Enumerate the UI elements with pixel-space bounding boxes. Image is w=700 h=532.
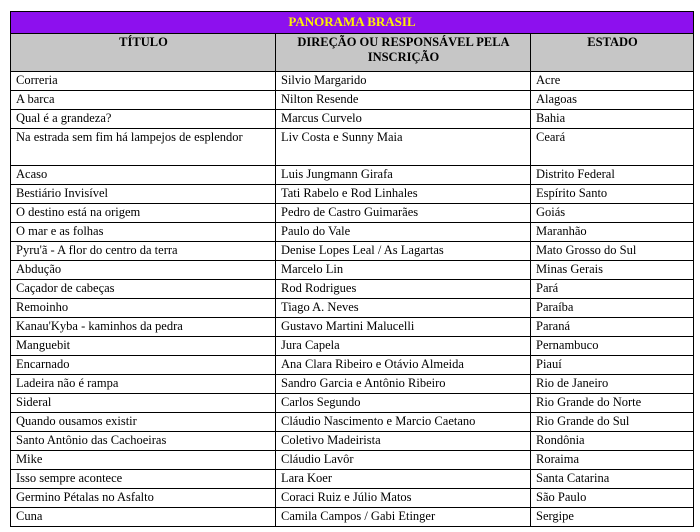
cell-estado: Sergipe [531,508,694,527]
cell-titulo: Abdução [11,261,276,280]
cell-direcao: Liv Costa e Sunny Maia [276,129,531,166]
cell-direcao: Gustavo Martini Malucelli [276,318,531,337]
cell-estado: Rio Grande do Sul [531,413,694,432]
table-row [11,489,694,508]
cell-titulo: Bestiário Invisível [11,185,276,204]
column-header-titulo: TÍTULO [11,34,276,72]
cell-direcao: Pedro de Castro Guimarães [276,204,531,223]
cell-estado: Rio Grande do Norte [531,394,694,413]
cell-titulo: Sideral [11,394,276,413]
cell-titulo: Remoinho [11,299,276,318]
table-row [11,261,694,280]
table-row [11,242,694,261]
cell-direcao: Tiago A. Neves [276,299,531,318]
table-row [11,413,694,432]
cell-estado: Maranhão [531,223,694,242]
cell-estado: Paraíba [531,299,694,318]
cell-direcao: Cláudio Lavôr [276,451,531,470]
cell-estado: Distrito Federal [531,166,694,185]
table-row [11,129,694,166]
table-row [11,280,694,299]
cell-direcao: Camila Campos / Gabi Etinger [276,508,531,527]
cell-titulo: A barca [11,91,276,110]
cell-titulo: Encarnado [11,356,276,375]
table-row [11,375,694,394]
cell-estado: Acre [531,72,694,91]
cell-direcao: Marcelo Lin [276,261,531,280]
cell-direcao: Sandro Garcia e Antônio Ribeiro [276,375,531,394]
cell-direcao: Paulo do Vale [276,223,531,242]
cell-titulo: Kanau'Kyba - kaminhos da pedra [11,318,276,337]
cell-titulo: O destino está na origem [11,204,276,223]
cell-titulo: Isso sempre acontece [11,470,276,489]
cell-direcao: Denise Lopes Leal / As Lagartas [276,242,531,261]
table-row [11,185,694,204]
cell-estado: Goiás [531,204,694,223]
cell-direcao: Lara Koer [276,470,531,489]
cell-estado: Bahia [531,110,694,129]
cell-direcao: Coletivo Madeirista [276,432,531,451]
table-row [11,318,694,337]
table-row [11,91,694,110]
cell-estado: Piauí [531,356,694,375]
cell-estado: Minas Gerais [531,261,694,280]
cell-titulo: Na estrada sem fim há lampejos de esplendor [11,129,276,166]
cell-estado: São Paulo [531,489,694,508]
table-row [11,72,694,91]
table-row [11,223,694,242]
cell-estado: Santa Catarina [531,470,694,489]
cell-titulo: Germino Pétalas no Asfalto [11,489,276,508]
column-header-direcao: DIREÇÃO OU RESPONSÁVEL PELA INSCRIÇÃO [276,34,531,72]
cell-titulo: Quando ousamos existir [11,413,276,432]
table-row [11,166,694,185]
column-header-estado: ESTADO [531,34,694,72]
cell-direcao: Luis Jungmann Girafa [276,166,531,185]
cell-direcao: Ana Clara Ribeiro e Otávio Almeida [276,356,531,375]
cell-titulo: Cuna [11,508,276,527]
cell-estado: Espírito Santo [531,185,694,204]
cell-estado: Pará [531,280,694,299]
cell-direcao: Tati Rabelo e Rod Linhales [276,185,531,204]
cell-titulo: Correria [11,72,276,91]
table-row [11,432,694,451]
panorama-brasil-table [10,11,694,527]
cell-direcao: Jura Capela [276,337,531,356]
table-row [11,508,694,527]
cell-estado: Rondônia [531,432,694,451]
table-row [11,337,694,356]
cell-titulo: Ladeira não é rampa [11,375,276,394]
cell-direcao: Rod Rodrigues [276,280,531,299]
cell-estado: Pernambuco [531,337,694,356]
cell-direcao: Coraci Ruiz e Júlio Matos [276,489,531,508]
table-row [11,394,694,413]
cell-titulo: O mar e as folhas [11,223,276,242]
cell-direcao: Nilton Resende [276,91,531,110]
cell-direcao: Silvio Margarido [276,72,531,91]
table-row [11,451,694,470]
cell-titulo: Acaso [11,166,276,185]
cell-direcao: Cláudio Nascimento e Marcio Caetano [276,413,531,432]
cell-direcao: Marcus Curvelo [276,110,531,129]
table-row [11,356,694,375]
cell-estado: Ceará [531,129,694,166]
cell-titulo: Santo Antônio das Cachoeiras [11,432,276,451]
cell-titulo: Caçador de cabeças [11,280,276,299]
cell-estado: Roraima [531,451,694,470]
cell-direcao: Carlos Segundo [276,394,531,413]
cell-estado: Rio de Janeiro [531,375,694,394]
cell-titulo: Mike [11,451,276,470]
cell-estado: Paraná [531,318,694,337]
cell-titulo: Pyru'ã - A flor do centro da terra [11,242,276,261]
cell-titulo: Qual é a grandeza? [11,110,276,129]
cell-estado: Alagoas [531,91,694,110]
table-title: PANORAMA BRASIL [11,12,694,34]
table-row [11,204,694,223]
table-row [11,110,694,129]
table-row [11,470,694,489]
cell-estado: Mato Grosso do Sul [531,242,694,261]
cell-titulo: Manguebit [11,337,276,356]
table-row [11,299,694,318]
